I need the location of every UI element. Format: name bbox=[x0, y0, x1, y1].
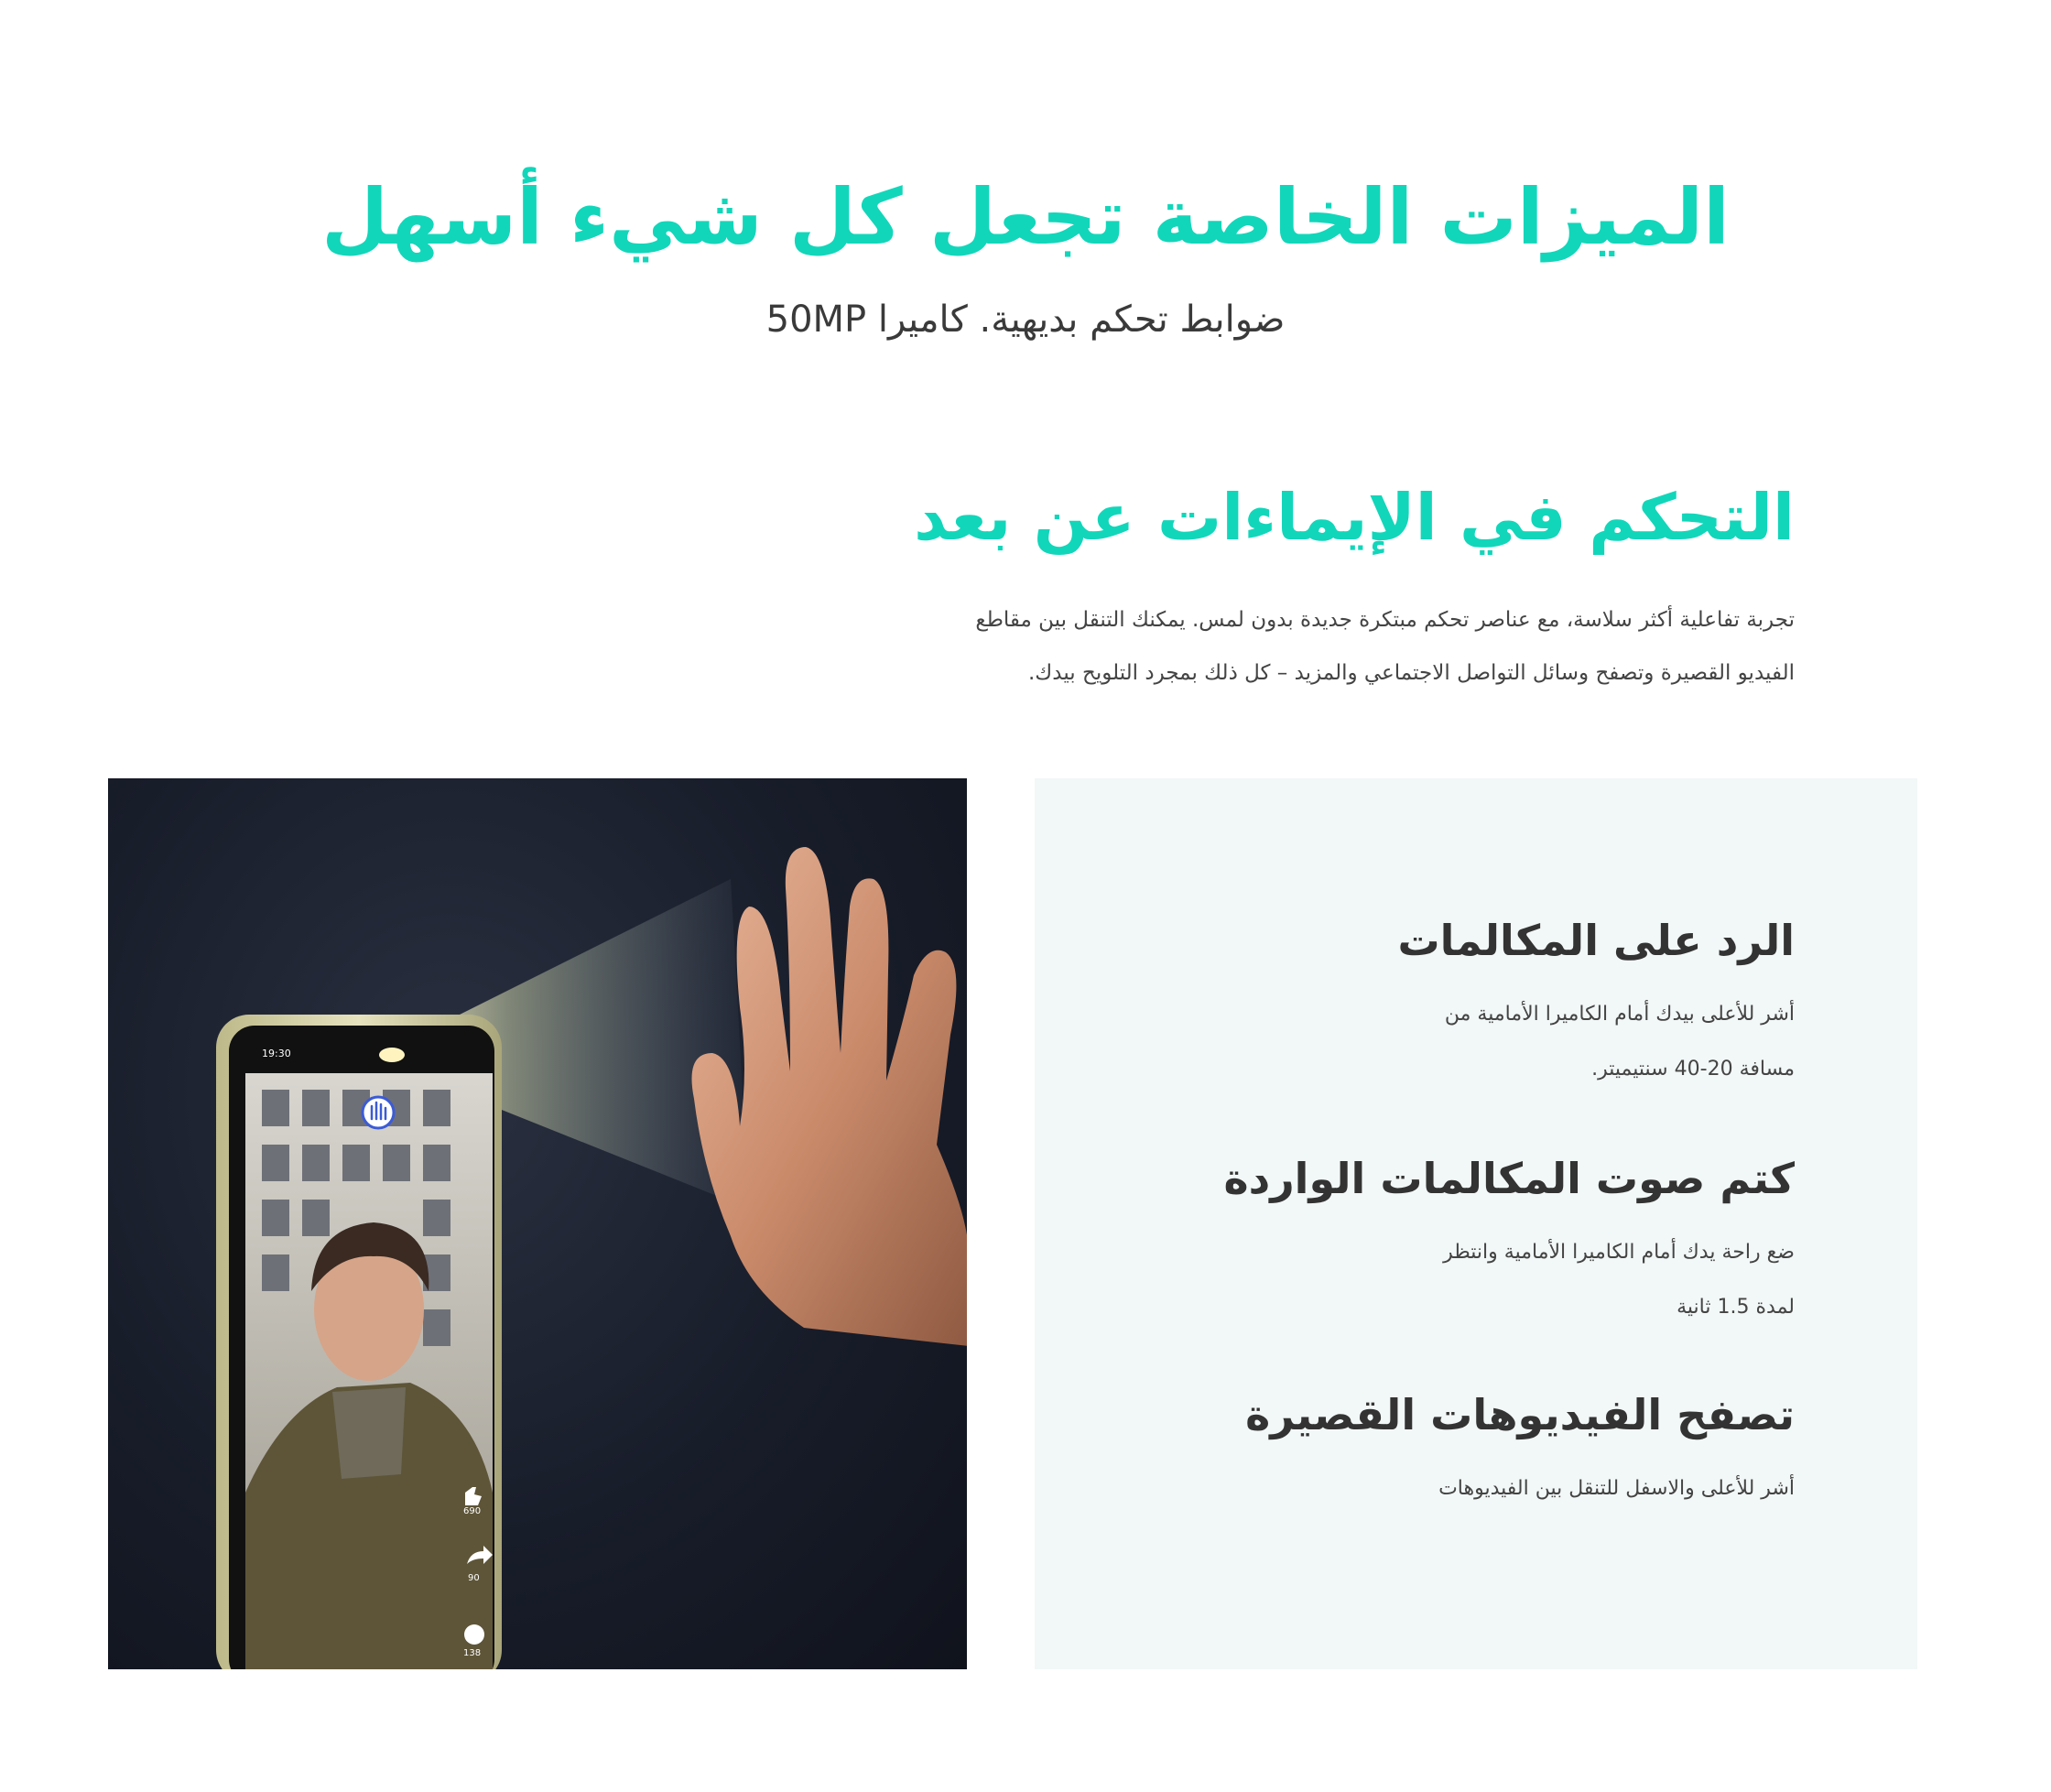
feature-answer-calls bbox=[1318, 916, 1795, 1097]
feature-title: الرد على المكالمات bbox=[1397, 916, 1795, 965]
comment-count: 138 bbox=[463, 1648, 482, 1658]
page-subtitle: ضوابط تحكم بديهية. كاميرا 50MP bbox=[765, 299, 1286, 341]
feature-description-line-2: لمدة 1.5 ثانية bbox=[1677, 1296, 1795, 1319]
gesture-control-photo bbox=[108, 778, 967, 1669]
page-title: الميزات الخاصة تجعل كل شيء أسهل bbox=[321, 172, 1730, 262]
share-count: 90 bbox=[468, 1573, 480, 1583]
section-title: التحكم في الإيماءات عن بعد bbox=[914, 480, 1795, 555]
feature-description-line-2: مسافة 20-40 سنتيميتر. bbox=[1591, 1058, 1795, 1081]
feature-description bbox=[1318, 987, 1795, 1097]
feature-browse-videos bbox=[1245, 1390, 1795, 1516]
feature-description-line-1: أشر للأعلى بيدك أمام الكاميرا الأمامية من bbox=[1444, 1003, 1795, 1026]
section-description-line-2: الفيديو القصيرة وتصفح وسائل التواصل الاجتماعي والمزيد – كل ذلك بمجرد التلويح بيدك. bbox=[1028, 661, 1795, 685]
feature-mute-calls bbox=[1223, 1154, 1795, 1335]
feature-title: تصفح الفيديوهات القصيرة bbox=[1245, 1390, 1795, 1439]
phone-hand-illustration bbox=[108, 778, 967, 1669]
feature-title: كتم صوت المكالمات الواردة bbox=[1223, 1154, 1795, 1203]
feature-description-line-1: ضع راحة يدك أمام الكاميرا الأمامية وانتظر bbox=[1443, 1241, 1795, 1264]
section-description-line-1: تجربة تفاعلية أكثر سلاسة، مع عناصر تحكم مبتكرة جديدة بدون لمس. يمكنك التنقل بين مقاطع bbox=[975, 608, 1795, 632]
feature-description bbox=[1318, 1225, 1795, 1335]
feature-description bbox=[1318, 1461, 1795, 1516]
hand-gesture-icon bbox=[363, 1097, 394, 1128]
phone-status-time: 19:30 bbox=[262, 1048, 291, 1059]
feature-description-line-1: أشر للأعلى والاسفل للتنقل بين الفيديوهات bbox=[1438, 1477, 1795, 1500]
comment-icon bbox=[464, 1624, 484, 1645]
like-count: 690 bbox=[463, 1506, 482, 1516]
section-description bbox=[879, 593, 1795, 700]
features-panel bbox=[1035, 778, 1917, 1669]
